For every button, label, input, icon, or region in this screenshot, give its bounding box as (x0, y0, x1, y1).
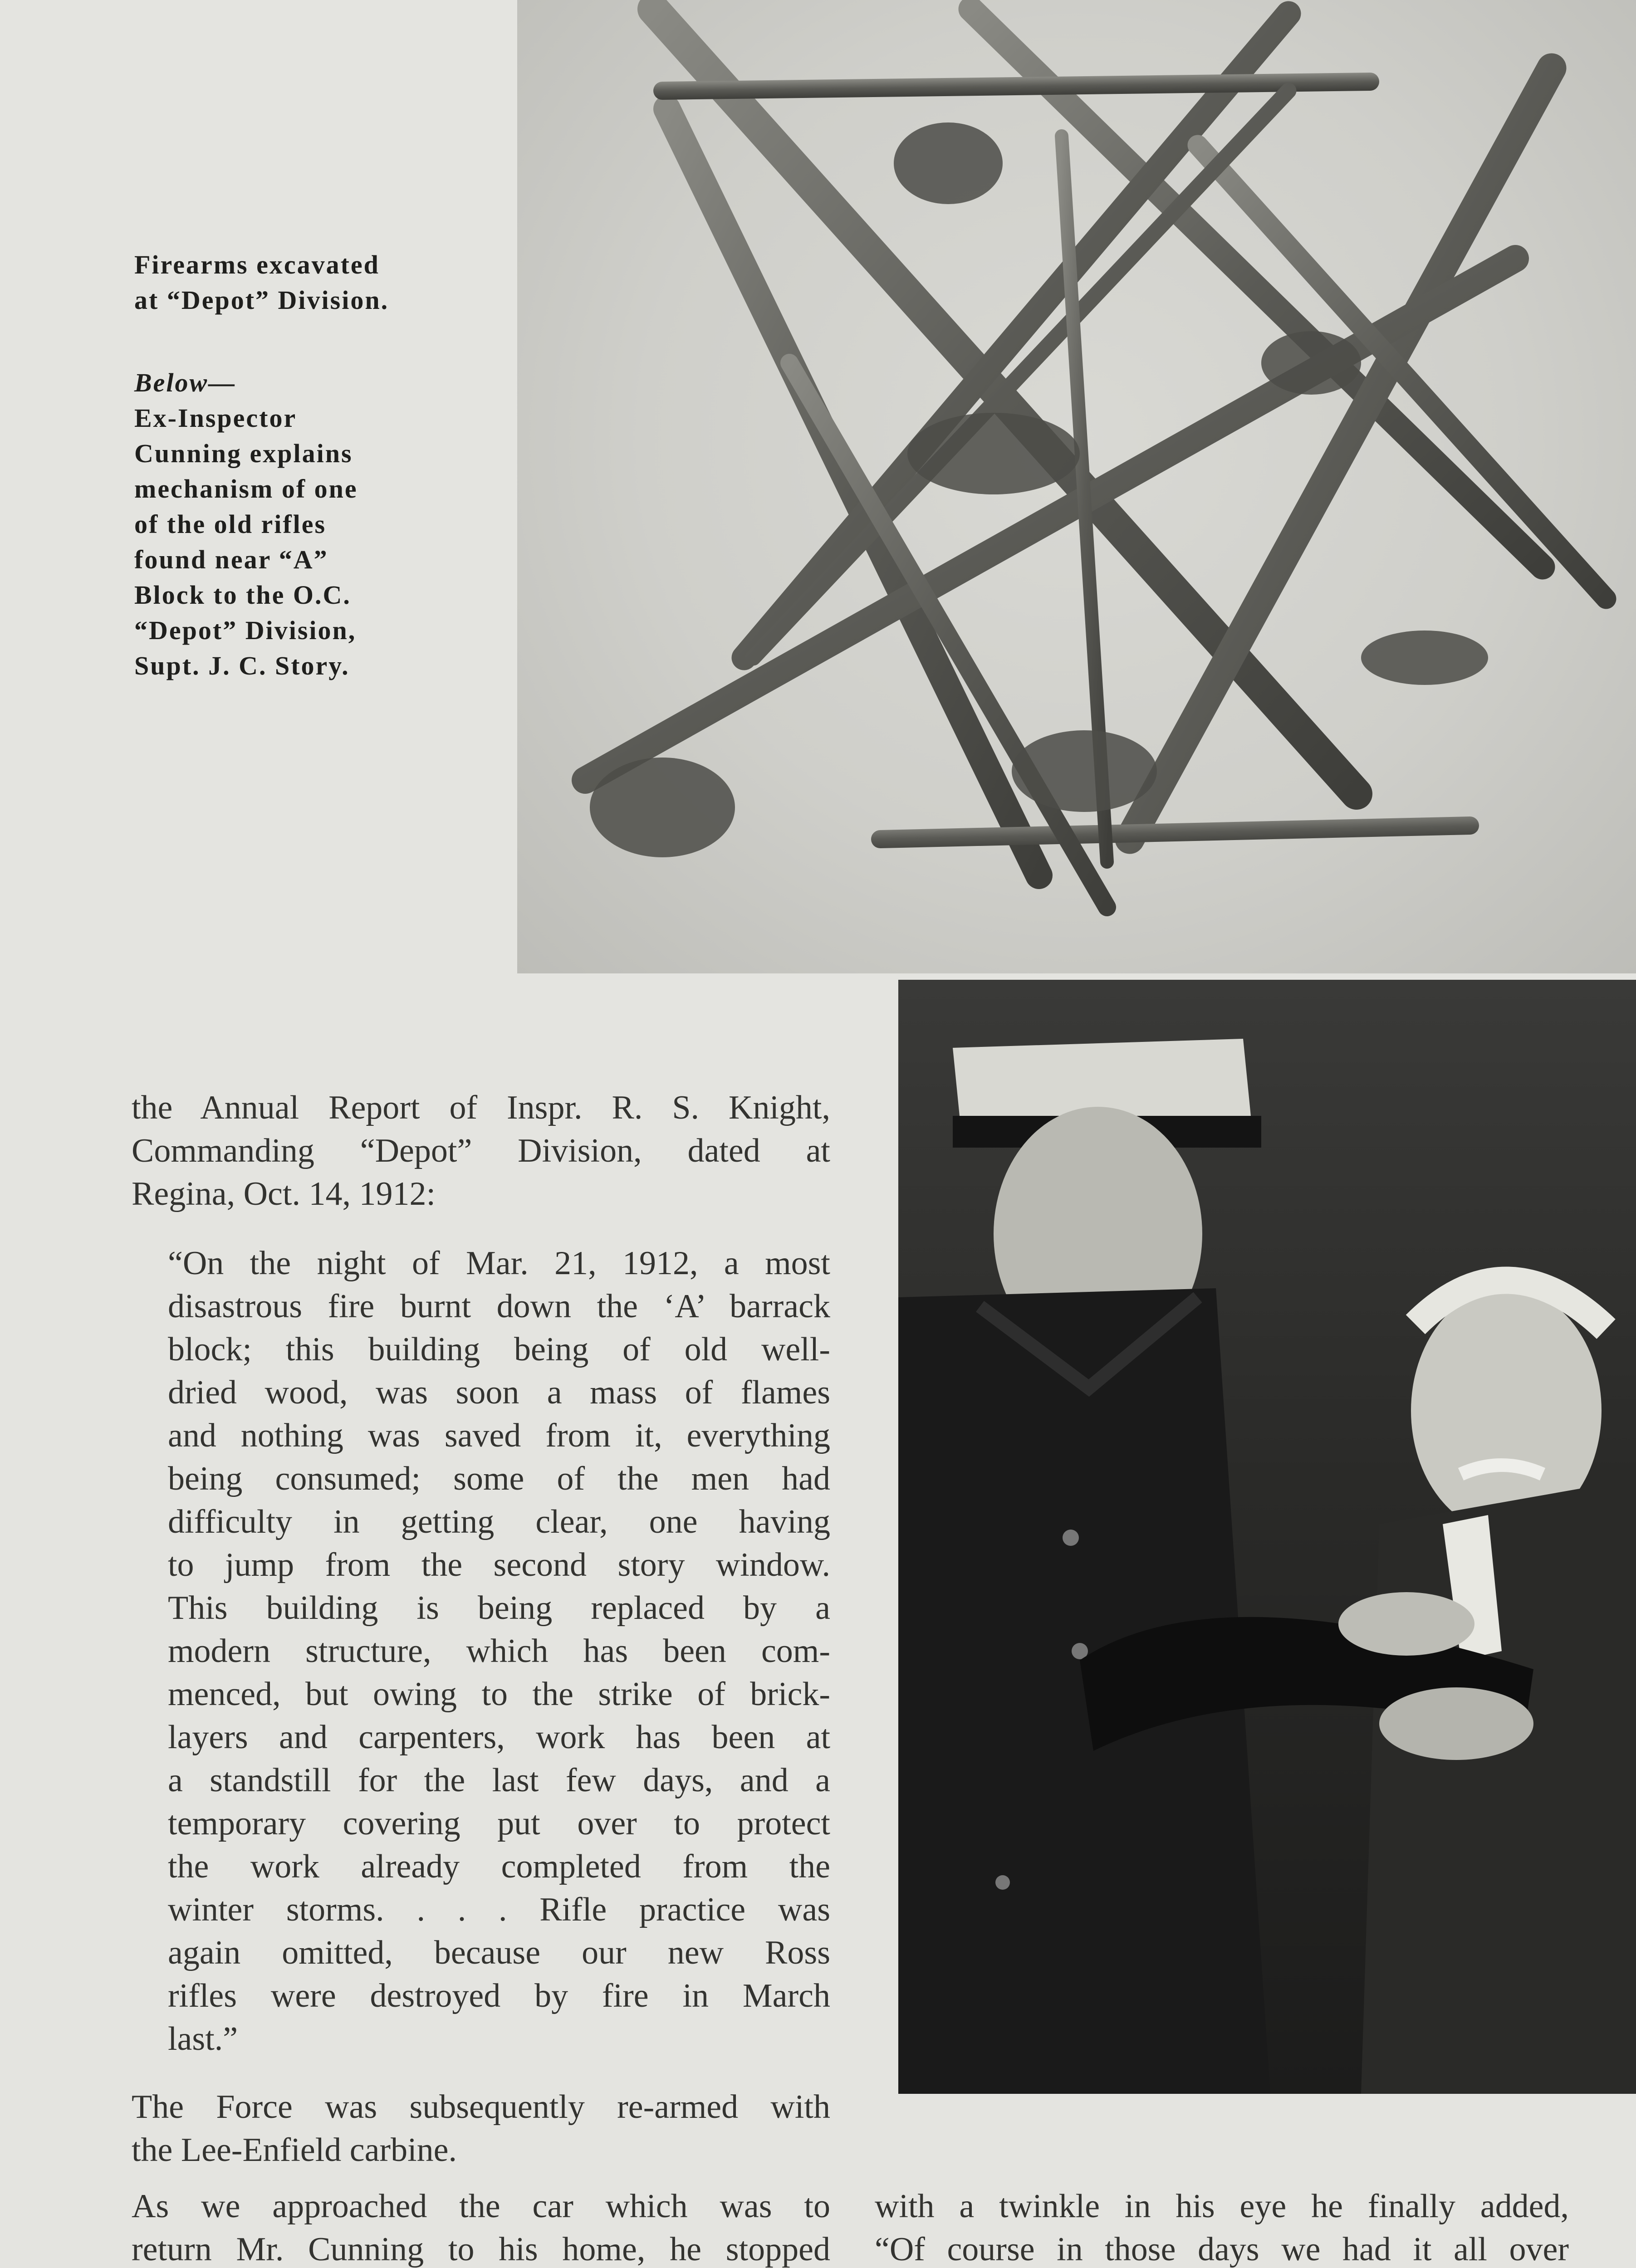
caption-line: at “Depot” Division. (134, 285, 389, 315)
caption-line: Supt. J. C. Story. (134, 651, 350, 680)
text-line: block; this building being of old well- (168, 1331, 830, 1368)
text-line: rifles were destroyed by fire in March (168, 1977, 830, 2014)
men-illustration (898, 980, 1636, 2094)
text-line: Commanding “Depot” Division, dated at (132, 1132, 830, 1169)
text-line: and nothing was saved from it, everything (168, 1417, 830, 1454)
text-line: temporary covering put over to protect (168, 1805, 830, 1842)
text-line: to jump from the second story window. (168, 1546, 830, 1584)
caption-cunning (134, 365, 479, 684)
text-line: with a twinkle in his eye he finally added, (875, 2188, 1569, 2225)
rearmed-paragraph (132, 2086, 830, 2172)
caption-line: Cunning explains (134, 439, 353, 468)
text-line: dried wood, was soon a mass of flames (168, 1374, 830, 1411)
text-line: As we approached the car which was to (132, 2188, 830, 2225)
caption-line: found near “A” (134, 545, 328, 574)
report-quote (168, 1242, 830, 2061)
caption-below-label: Below— (134, 368, 236, 397)
text-line: a standstill for the last few days, and a (168, 1762, 830, 1799)
caption-firearms (134, 247, 479, 318)
text-line: return Mr. Cunning to his home, he stopped (132, 2231, 830, 2268)
caption-line: Firearms excavated (134, 250, 380, 279)
text-line: menced, but owing to the strike of brick- (168, 1676, 830, 1713)
text-line: “Of course in those days we had it all over (875, 2231, 1569, 2268)
text-line: disastrous fire burnt down the ‘A’ barrack (168, 1288, 830, 1325)
rifles-illustration (517, 0, 1636, 973)
caption-line: “Depot” Division, (134, 616, 357, 645)
text-line: “On the night of Mar. 21, 1912, a most (168, 1245, 830, 1282)
text-line: again omitted, because our new Ross (168, 1934, 830, 1971)
intro-paragraph (132, 1086, 830, 1216)
text-line: difficulty in getting clear, one having (168, 1503, 830, 1540)
text-line: Regina, Oct. 14, 1912: (132, 1175, 436, 1212)
closing-paragraph-right (875, 2185, 1569, 2268)
text-line: layers and carpenters, work has been at (168, 1719, 830, 1756)
text-line: The Force was subsequently re-armed with (132, 2088, 830, 2126)
caption-line: Block to the O.C. (134, 580, 351, 610)
closing-paragraph-left (132, 2185, 830, 2268)
text-line: the work already completed from the (168, 1848, 830, 1885)
caption-line: mechanism of one (134, 474, 358, 503)
text-line: the Lee-Enfield carbine. (132, 2131, 457, 2169)
rifles-photo (517, 0, 1636, 973)
cunning-story-photo (898, 980, 1636, 2094)
text-line: being consumed; some of the men had (168, 1460, 830, 1497)
caption-line: of the old rifles (134, 509, 327, 539)
text-line: This building is being replaced by a (168, 1589, 830, 1627)
text-line: winter storms. . . . Rifle practice was (168, 1891, 830, 1928)
text-line: last.” (168, 2020, 238, 2058)
caption-line: Ex-Inspector (134, 403, 297, 433)
text-line: modern structure, which has been com- (168, 1633, 830, 1670)
text-line: the Annual Report of Inspr. R. S. Knight, (132, 1089, 830, 1126)
